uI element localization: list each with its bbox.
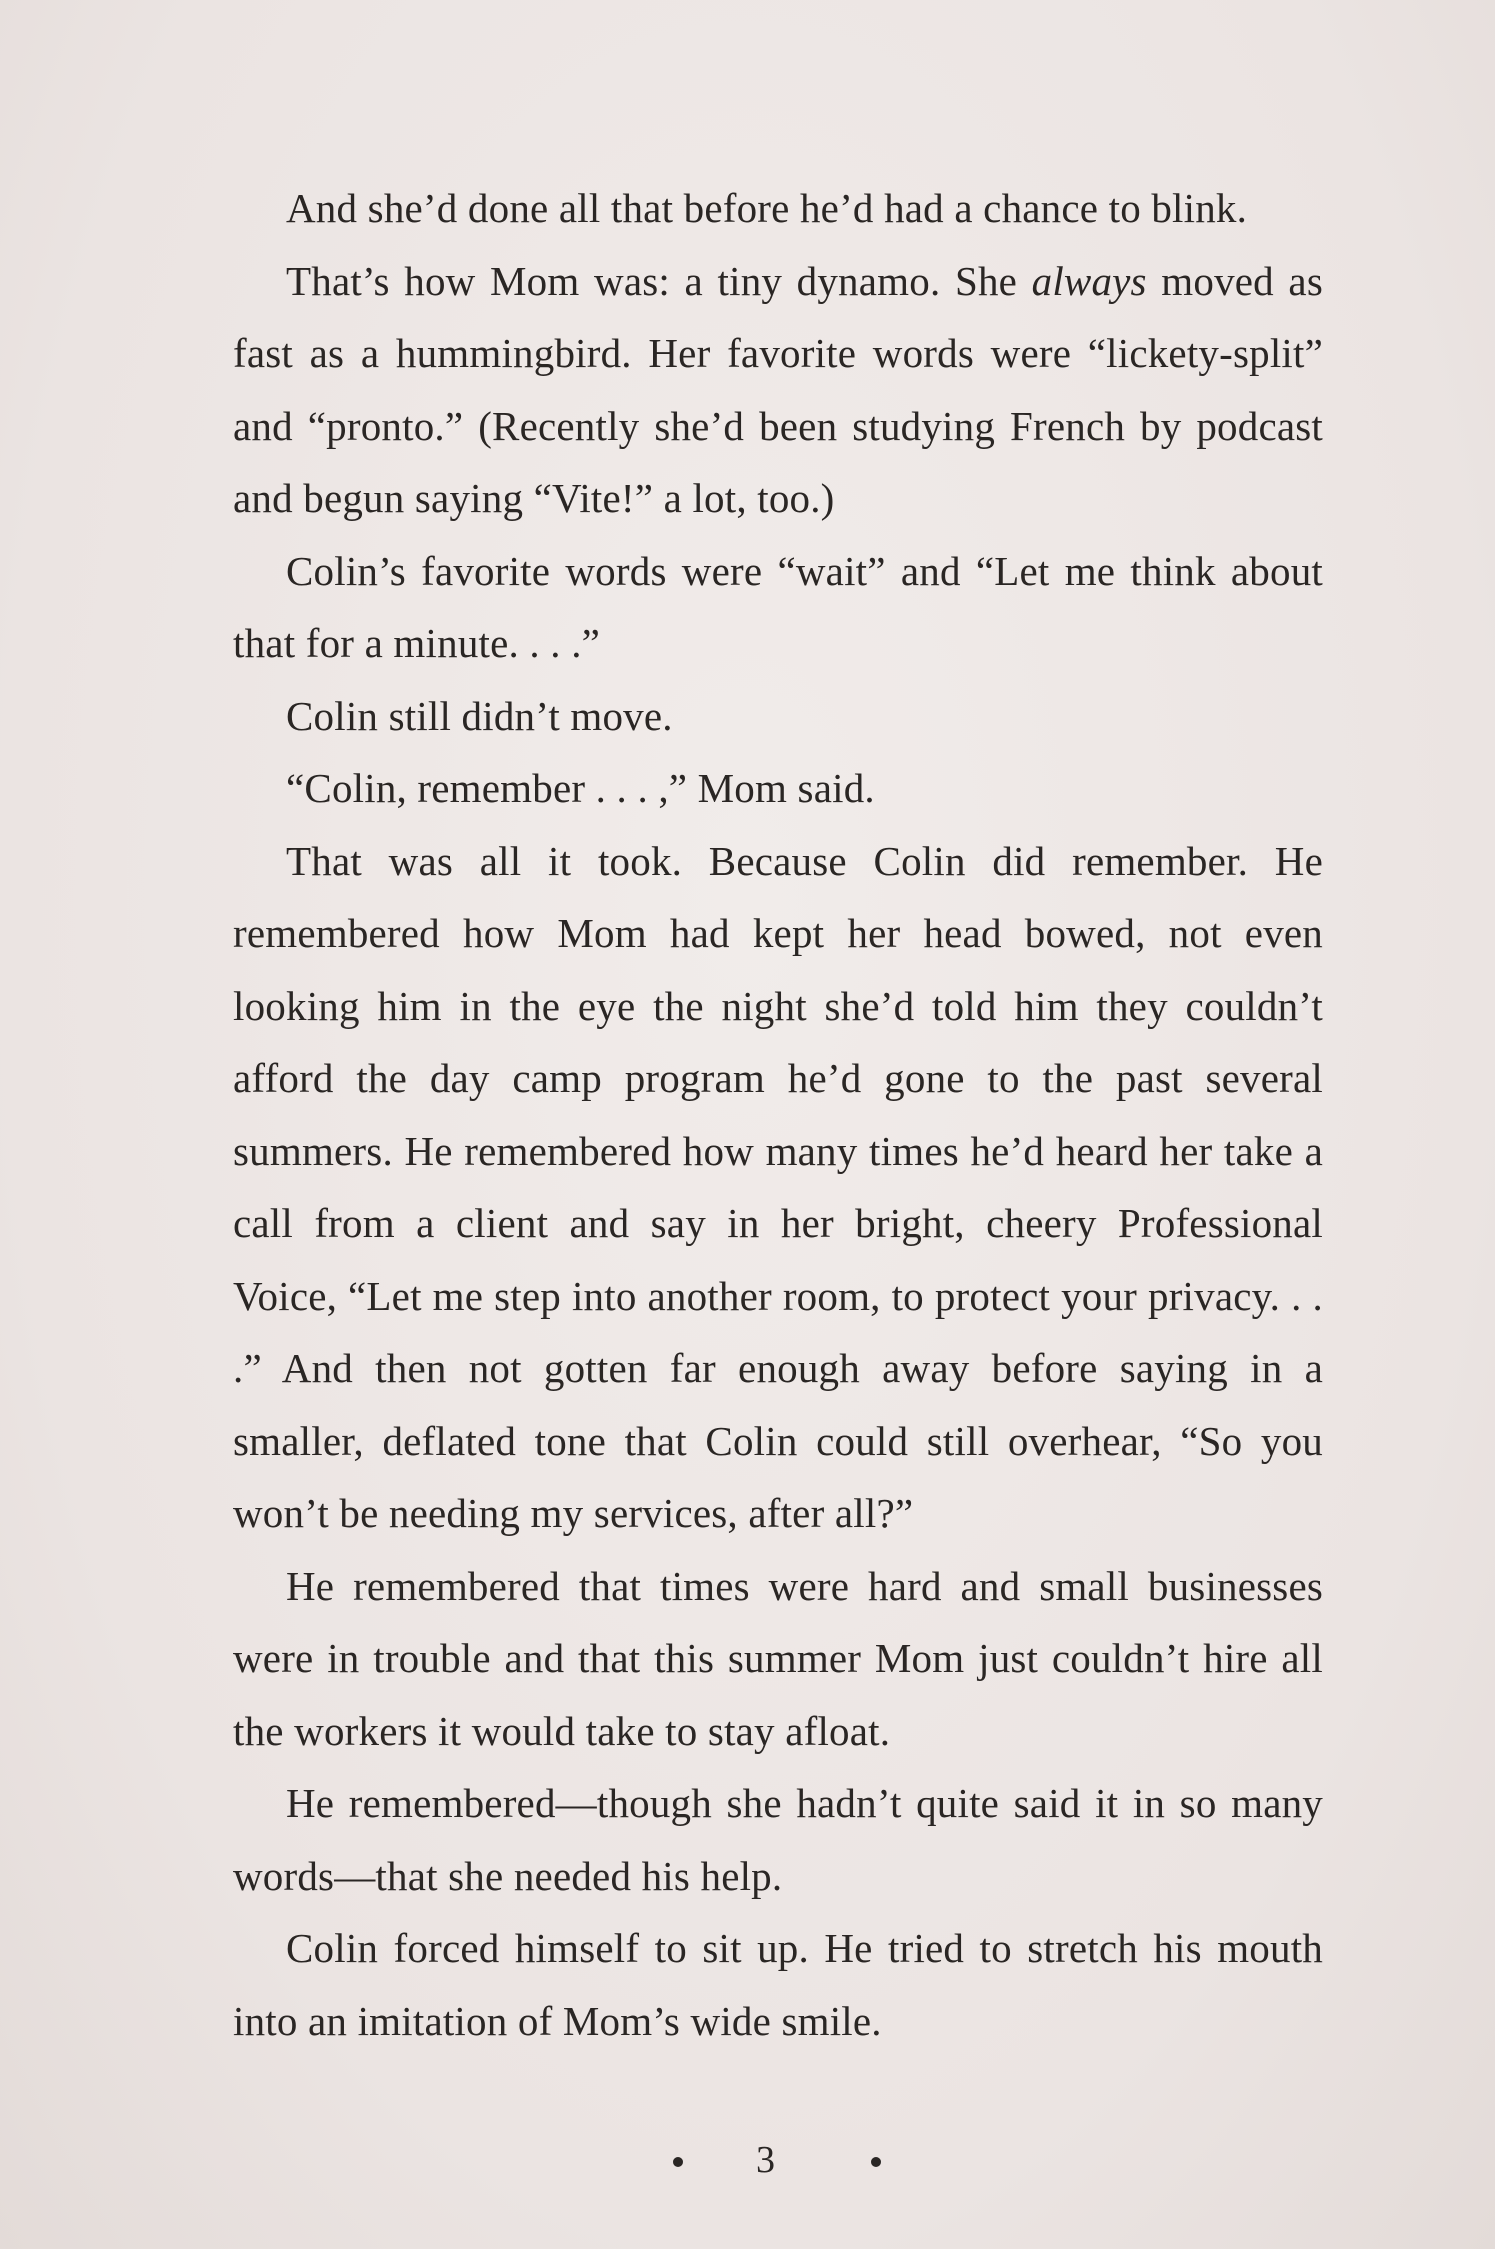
paragraph: “Colin, remember . . . ,” Mom said. <box>286 765 875 811</box>
paragraph: Colin forced himself to sit up. He tried to stretch his mouth into an imitation of Mom’s wide smile. <box>233 1925 1323 2044</box>
paragraph: He remembered that times were hard and small businesses were in trouble and that this summer Mom just couldn’t hire all the workers it would take to stay afloat. <box>233 1562 1323 1754</box>
paragraph: He remembered—though she hadn’t quite said it in so many words—that she needed his help. <box>233 1780 1323 1899</box>
paragraph <box>233 245 1323 535</box>
body-text <box>233 172 1323 2057</box>
paragraph: Colin still didn’t move. <box>286 692 673 739</box>
paragraph: Colin’s favorite words were “wait” and “Let me think about that for a minute. . . .” <box>233 547 1323 666</box>
paragraph-text: That’s how Mom was: a tiny dynamo. She <box>286 257 1032 304</box>
page-footer <box>0 2135 1495 2185</box>
paragraph: And she’d done all that before he’d had a chance to blink. <box>286 185 1248 231</box>
bullet-ornament-icon <box>673 2157 683 2167</box>
paragraph-text: moved as fast as a hummingbird. Her favorite words were “lickety-split” and “pronto.” (Recently she’d been studying French by podcast and begun saying “Vite!” a lot, too.) <box>233 257 1323 521</box>
emphasized-word: always <box>1031 257 1147 304</box>
page-number: 3 <box>756 2139 775 2181</box>
paragraph: That was all it took. Because Colin did remember. He remembered how Mom had kept her head bowed, not even looking him in the eye the night she’d told him they couldn’t afford the day camp program he’d gone to the past several summers. He remembered how many times he’d heard her take a call from a client and say in her bright, cheery Professional Voice, “Let me step into another room, to protect your privacy. . . .” And then not gotten far enough away before saying in a smaller, deflated tone that Colin could still overhear, “So you won’t be needing my services, after all?” <box>233 837 1323 1536</box>
bullet-ornament-icon <box>871 2157 881 2167</box>
